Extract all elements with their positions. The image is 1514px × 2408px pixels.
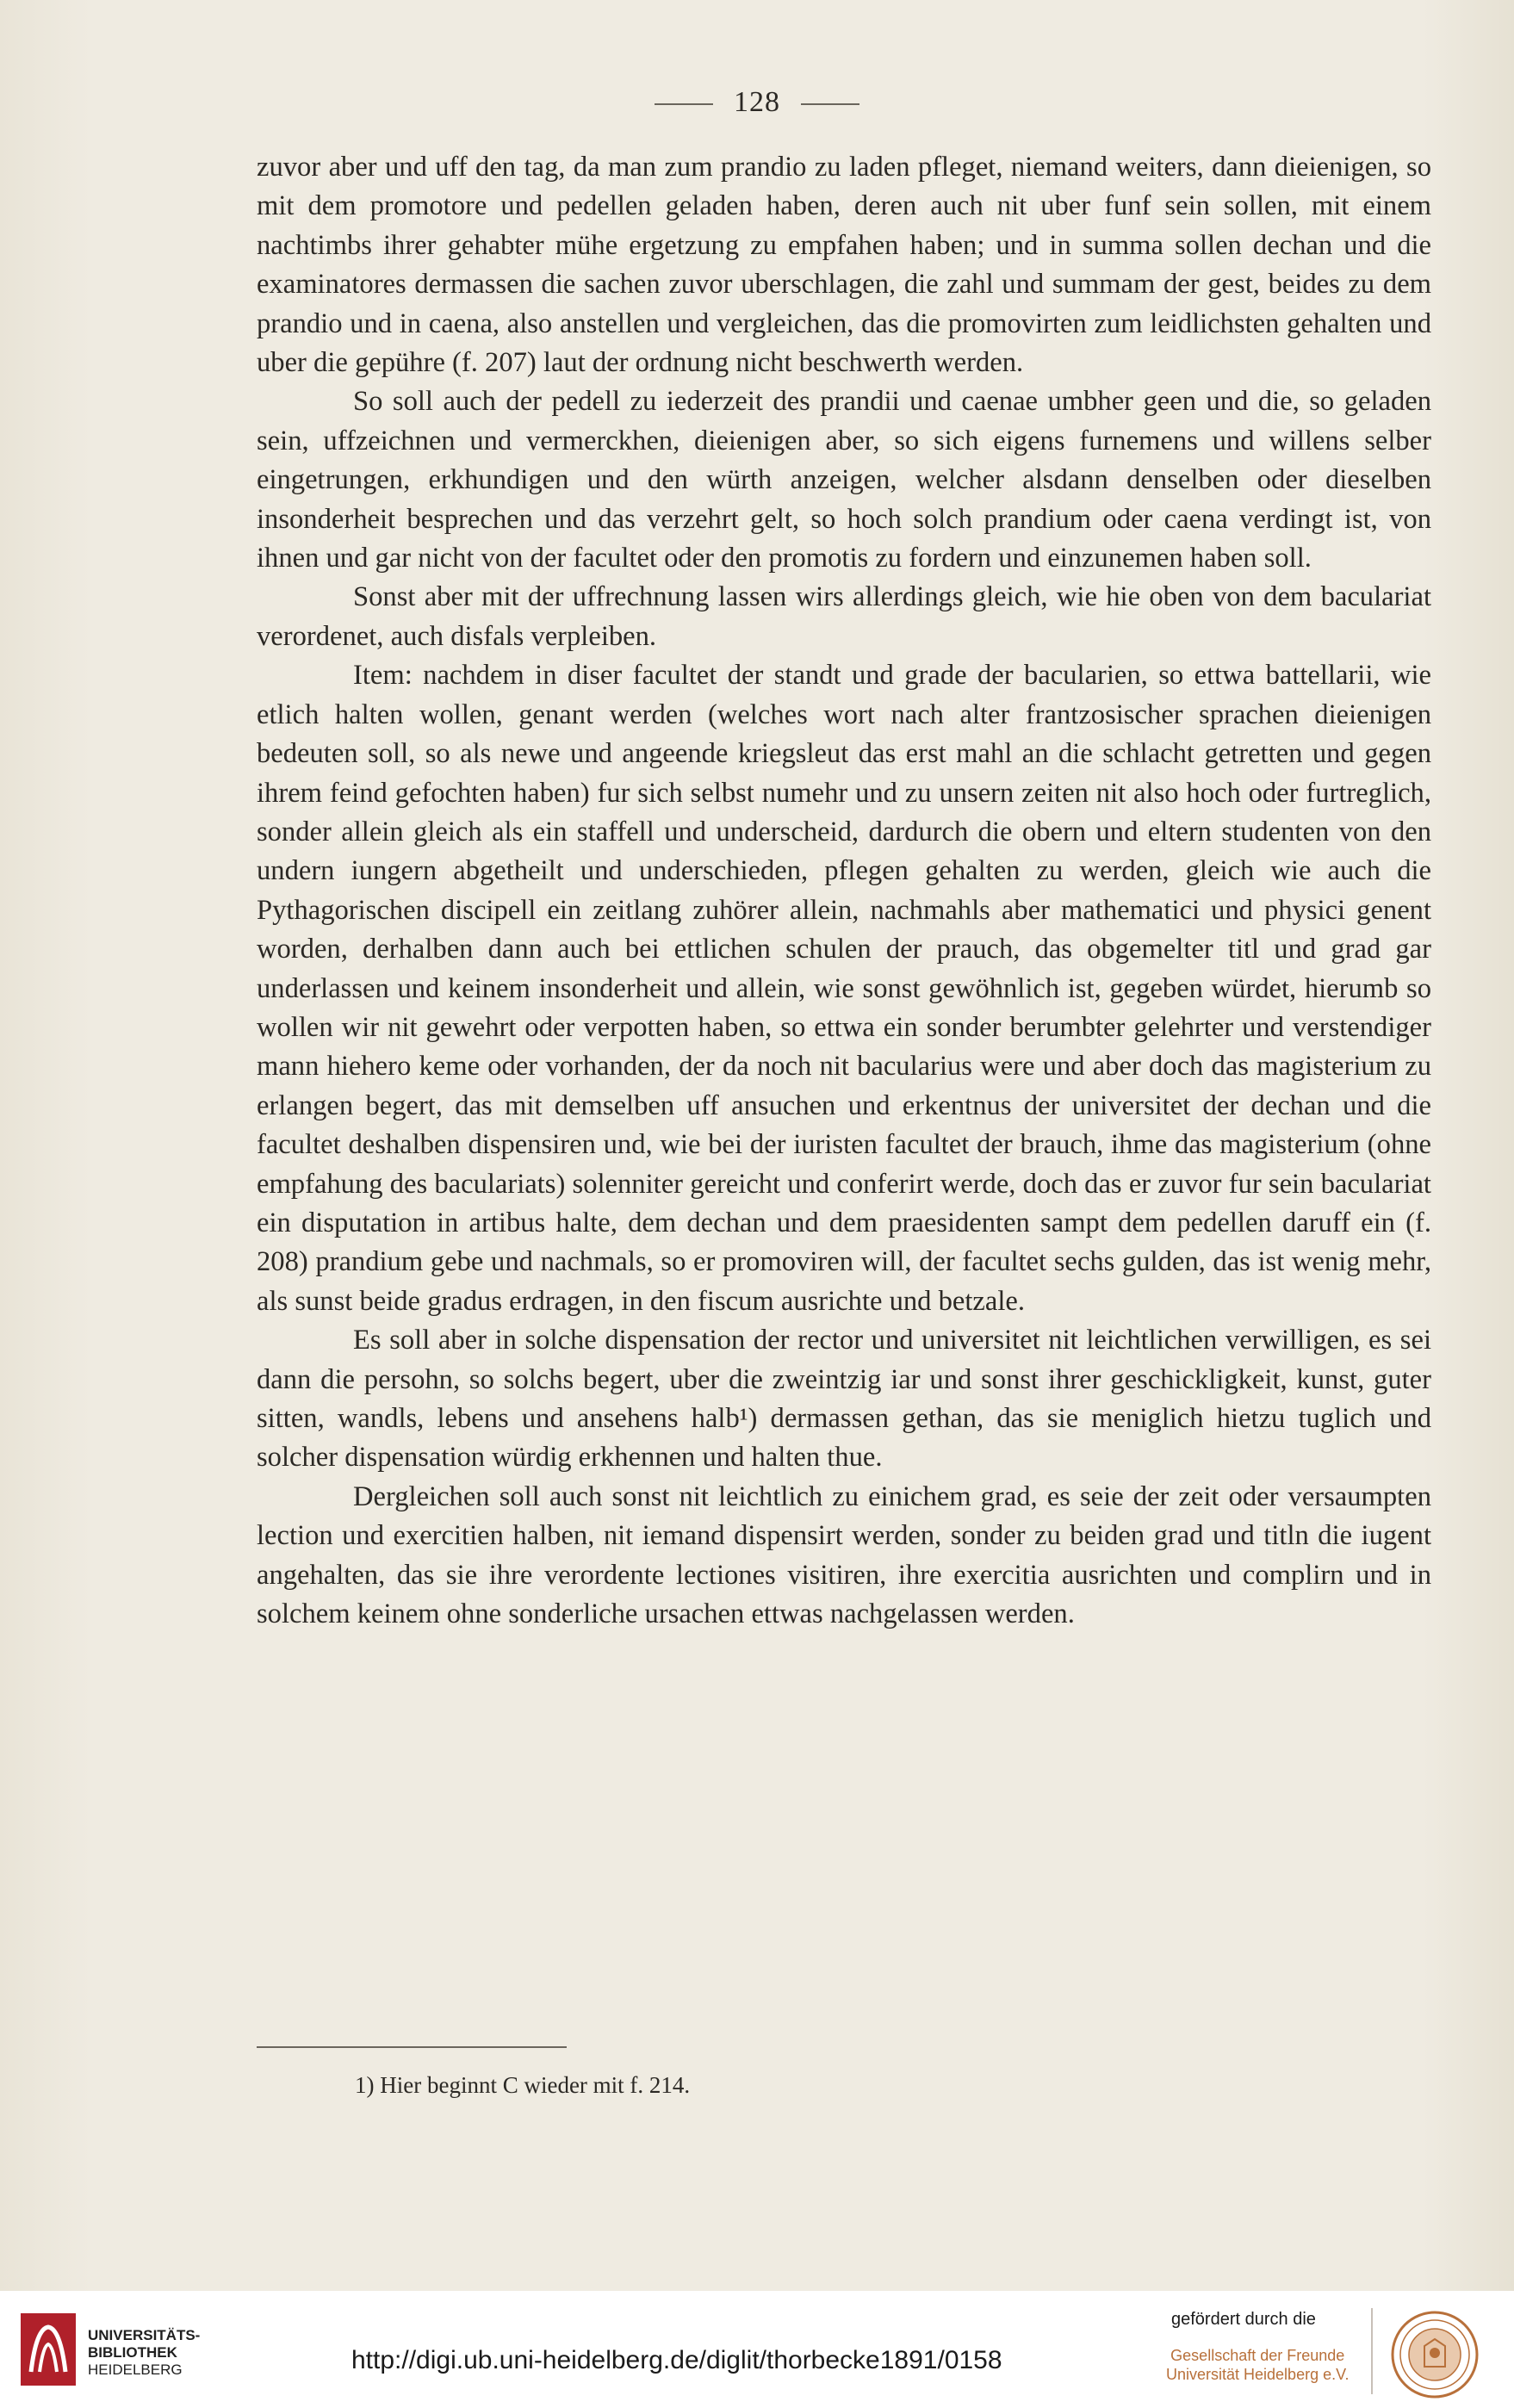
header-rule-left	[655, 103, 713, 105]
paragraph: zuvor aber und uff den tag, da man zum prandio zu laden pfleget, niemand weiters, dann dieienigen, so mit dem promotore und pedellen geladen haben, deren auch nit uber funf sein sollen, mit einem nachtimbs ihrer gehabter mühe ergetzung zu empfahen haben; und in summa sollen dechan und die examinatores dermassen die sachen zuvor uberschlagen, die zahl und summam der gest, beides zu dem prandio und in caena, also anstellen und vergleichen, das die promovirten zum leidlichsten gehalten und uber die gepühre (f. 207) laut der ordnung nicht beschwerth werden.	[257, 152, 1431, 379]
funded-by-label: gefördert durch die	[1171, 2310, 1316, 2329]
footer-divider	[1371, 2308, 1373, 2394]
library-name-line: HEIDELBERG	[88, 2361, 183, 2378]
page-header	[0, 86, 1514, 119]
library-name	[88, 2327, 200, 2379]
university-seal-icon	[1390, 2310, 1480, 2399]
header-rule-right	[801, 103, 859, 105]
digitization-footer	[0, 2291, 1514, 2408]
body-text	[257, 148, 1431, 1634]
footnote: 1) Hier beginnt C wieder mit f. 214.	[355, 2072, 691, 2098]
paragraph: Sonst aber mit der uffrechnung lassen wirs allerdings gleich, wie hie oben von dem baculariat verordenet, auch disfals verpleiben.	[257, 581, 1431, 652]
sponsor-name-line: Gesellschaft der Freunde	[1170, 2347, 1345, 2364]
paragraph: Item: nachdem in diser facultet der standt und grade der bacularien, so ettwa battellarii, wie etlich halten wollen, genant werden (welches wort nach alter frantzosischer sprachen dieienigen bedeuten soll, so als newe und angeende kriegsleut das erst mahl an die schlacht getretten und gegen ihrem feind gefochten haben) fur sich selbst numehr und zu unsern zeiten nit also hoch oder furtreglich, sonder allein gleich als ein staffell und underscheid, dardurch die obern und eltern studenten von den undern iungern abgetheilt und underschieden, pflegen gehalten zu werden, gleich wie auch die Pythagorischen discipell ein zeitlang zuhörer allein, nachmahls aber mathematici und physici genent worden, derhalben dann auch bei ettlichen schulen der prauch, das obgemelter titl und grad gar underlassen und keinem insonderheit und allein, wie sonst gewöhnlich ist, gegeben würdet, hierumb so wollen wir nit gewehrt oder verpotten haben, so ettwa ein sonder berumbter gelehrter und verstendiger mann hiehero keme oder vorhanden, der da noch nit bacularius were und aber doch das magisterium zu erlangen begert, das mit demselben uff ansuchen und erkentnus der universitet der dechan und die facultet deshalben dispensiren und, wie bei der iuristen facultet der brauch, ihme das magisterium (ohne empfahung des baculariats) solenniter gereicht und conferirt werde, doch das er zuvor fur sein baculariat ein disputation in artibus halte, dem dechan und dem praesidenten sampt dem pedellen daruff ein (f. 208) prandium gebe und nachmals, so er promoviren will, der facultet sechs gulden, das ist wenig mehr, als sunst beide gradus erdragen, in den fiscum ausrichte und betzale.	[257, 660, 1431, 1317]
sponsor-name	[1166, 2346, 1349, 2384]
library-name-line: UNIVERSITÄTS-	[88, 2327, 201, 2343]
sponsor-name-line: Universität Heidelberg e.V.	[1166, 2366, 1350, 2383]
footnote-rule	[257, 2046, 567, 2048]
paragraph: Dergleichen soll auch sonst nit leichtlich zu einichem grad, es seie der zeit oder versaumpten lection und exercitien halben, nit iemand dispensirt werden, sonder zu beiden grad und titln die iugent angehalten, das sie ihre verordente lectiones visitiren, ihre exercitia ausrichten und complirn und in solchem keinem ohne sonderliche ursachen ettwas nachgelassen werden.	[257, 1480, 1431, 1630]
permalink-url[interactable]: http://digi.ub.uni-heidelberg.de/diglit/thorbecke1891/0158	[351, 2346, 1002, 2374]
library-name-line: BIBLIOTHEK	[88, 2344, 177, 2361]
page-number: 128	[734, 86, 780, 118]
paragraph: Es soll aber in solche dispensation der rector und universitet nit leichtlichen verwilligen, es sei dann die persohn, so solchs begert, uber die zweintzig iar und sonst ihrer geschickligkeit, kunst, guter sitten, wandls, lebens und ansehens halb¹) dermassen gethan, das sie meniglich hietzu tuglich und solcher dispensation würdig erkhennen und halten thue.	[257, 1325, 1431, 1474]
university-library-logo-icon	[19, 2312, 78, 2387]
paragraph: So soll auch der pedell zu iederzeit des prandii und caenae umbher geen und die, so geladen sein, uffzeichnen und vermerckhen, dieienigen aber, so sich eigens furnemens und willens selber eingetrungen, erkhundigen und den würth anzeigen, welcher alsdann denselben oder dieselben insonderheit besprechen und das verzehrt gelt, so hoch solch prandium oder caena verdingt ist, von ihnen und gar nicht von der facultet oder den promotis zu fordern und einzunemen haben soll.	[257, 386, 1431, 574]
